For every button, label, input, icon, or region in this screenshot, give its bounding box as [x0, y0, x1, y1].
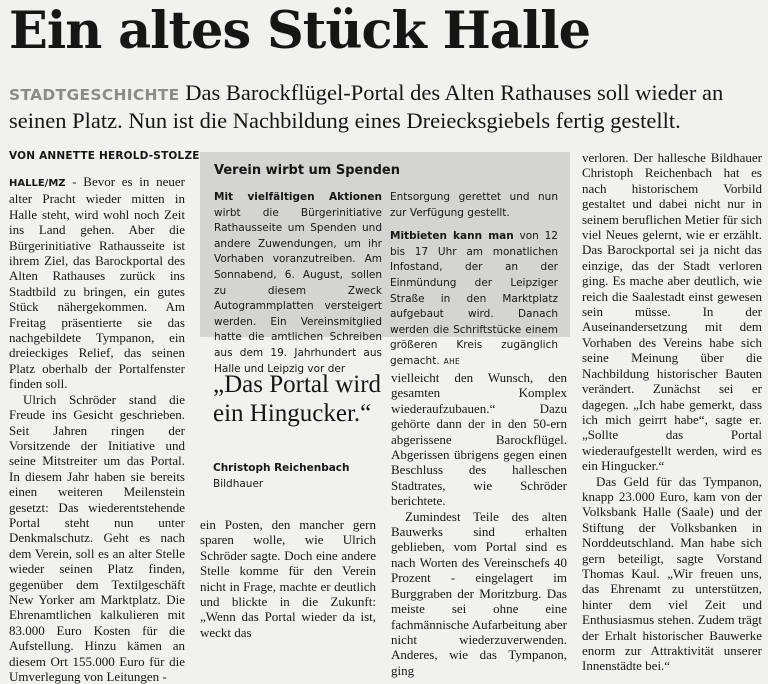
paragraph: ein Posten, den mancher gern sparen wolle, wie Ulrich Schröder sagte. Doch eine andere Stelle komme für den Verein nicht in Frage, machte er deutlich und blickte in die Zukunft: „Wenn das Portal wieder da ist, weckt das [200, 517, 376, 640]
article-column-2 [200, 517, 376, 640]
pull-quote-role: Bildhauer [213, 478, 264, 490]
info-text: wirbt die Bürgerinitiative Rathausseite um Spenden und andere Zuwendungen, um ihr Vorhaben voranzutreiben. Am Sonnabend, 6. August, sollen zu diesem Zweck Autogrammplatten versteigert werden. Ein Vereinsmitglied hatte die amtlichen Schreiben aus dem 19. Jahrhundert aus Halle und Leipzig vor der [214, 206, 382, 375]
pull-quote-author: Christoph Reichenbach [213, 462, 350, 474]
paragraph: verloren. Der hallesche Bildhauer Christoph Reichenbach hat es nach historischem Vorbild gestaltet und dabei nicht nur in seinem beruflichen Metier für sich viel Neues gelernt, wie er erzählt. Das Barockportal sei ja nicht das einzige, das der Stadt verloren ging. Es mache aber deutlich, wie reich die Saalestadt einst gewesen sein müsse. In der Auseinandersetzung mit dem Vorhaben des Vereins habe sich seine Meinung über die Nachbildung historischer Bauten verändert. Zunächst sei er dagegen. „Ich habe gemerkt, dass ich mich geirrt habe“, sagte er. „Sollte das Portal wiederaufgestellt werden, wird es ein Hingucker.“ [582, 150, 762, 474]
info-box [200, 152, 570, 375]
paragraph-text: - Bevor es in neuer alter Pracht wieder mitten in Halle steht, wird wohl noch Zeit ins Land gehen. Aber die Bürgerinitiative Rathausseite ist ihrem Ziel, das Barockportal des Alten Rathauses zurück ins Stadtbild zu bringen, ein gutes Stück nähergekommen. Am Freitag präsentierte sie das nachgebildete Tympanon, ein dreieckiges Relief, das seinen Platz oberhalb der Portalfenster finden soll. [9, 174, 185, 392]
info-paragraph [214, 190, 382, 377]
paragraph [9, 174, 185, 392]
info-paragraph: Entsorgung gerettet und nun zur Verfügung gestellt. [390, 191, 558, 219]
paragraph: Das Geld für das Tympanon, knapp 23.000 Euro, kam von der Volksbank Halle (Saale) und der Stiftung der Volksbanken in Norddeutschland. Man habe sich gern beteiligt, sagte Vorstand Thomas Kaul. „Wir freuen uns, das Ehrenamt zu unterstützen, hinter dem viel Zeit und Enthusiasmus stehen. Zudem trägt der Erhalt historischer Bauwerke enorm zur Attraktivität unserer Innenstädte bei.“ [582, 473, 762, 674]
paragraph: Ulrich Schröder stand die Freude ins Gesicht geschrieben. Seit Jahren ringen der Vorsitzende der Initiative und seine Mitstreiter um das Portal. In diesem Jahr haben sie bereits einen weiteren Meilenstein gesetzt: Das wiederentstehende Portal steht nun unter Denkmalschutz. Geht es nach dem Verein, soll es an alter Stelle wieder seinen Platz finden, gegenüber dem Textilgeschäft New Yorker am Marktplatz. Die Ehrenamtlichen kalkulieren mit 83.000 Euro Kosten für die Aufstellung. Hinzu kämen an diesem Ort 155.000 Euro für die Umverlegung von Leitungen - [9, 391, 185, 684]
headline: Ein altes Stück Halle [9, 1, 591, 61]
pull-quote: „Das Portal wird ein Hingucker.“ [213, 371, 382, 427]
kicker: STADTGESCHICHTE [9, 86, 180, 104]
info-text: von 12 bis 17 Uhr am monatlichen Infostand, der an der Einmündung der Leipziger Straße in den Marktplatz aufgebaut wird. Danach werden die Schriftstücke einem größeren Kreis zugänglich gemacht. [390, 230, 558, 367]
info-lead: Mit vielfältigen Aktionen [214, 191, 382, 203]
info-box-column-1 [214, 190, 382, 377]
article-column-4 [582, 150, 762, 674]
article-column-3 [391, 370, 567, 678]
info-paragraph [390, 229, 558, 369]
info-box-title: Verein wirbt um Spenden [214, 163, 400, 178]
info-lead: Mitbieten kann man [390, 230, 514, 243]
article-column-1 [9, 174, 185, 684]
deck-text: Das Barockflügel-Portal des Alten Rathauses soll wieder an seinen Platz. Nun ist die Nachbildung eines Dreiecksgiebels fertig gestellt. [9, 80, 724, 133]
info-box-column-2 [390, 190, 558, 370]
byline: VON ANNETTE HEROLD-STOLZE [9, 150, 200, 162]
paragraph: vielleicht den Wunsch, den gesamten Komplex wiederaufzubauen.“ Dazu gehörte dann der in den 50-ern abgerissene Barockflügel. Abgerissen übrigens gegen einen Beschluss des halleschen Stadtrates, wie Schröder berichtete. [391, 370, 567, 509]
info-initials: AHE [443, 356, 461, 366]
deck [9, 80, 764, 133]
dateline: HALLE/MZ [9, 178, 66, 189]
paragraph: Zumindest Teile des alten Bauwerks sind erhalten geblieben, vom Portal sind es nach Worten des Vereinschefs 40 Prozent - eingelagert im Burggraben der Moritzburg. Das meiste sei ohne eine fachmännische Aufarbeitung aber nicht wiederzuverwenden. Anderes, wie das Tympanon, ging [391, 508, 567, 678]
